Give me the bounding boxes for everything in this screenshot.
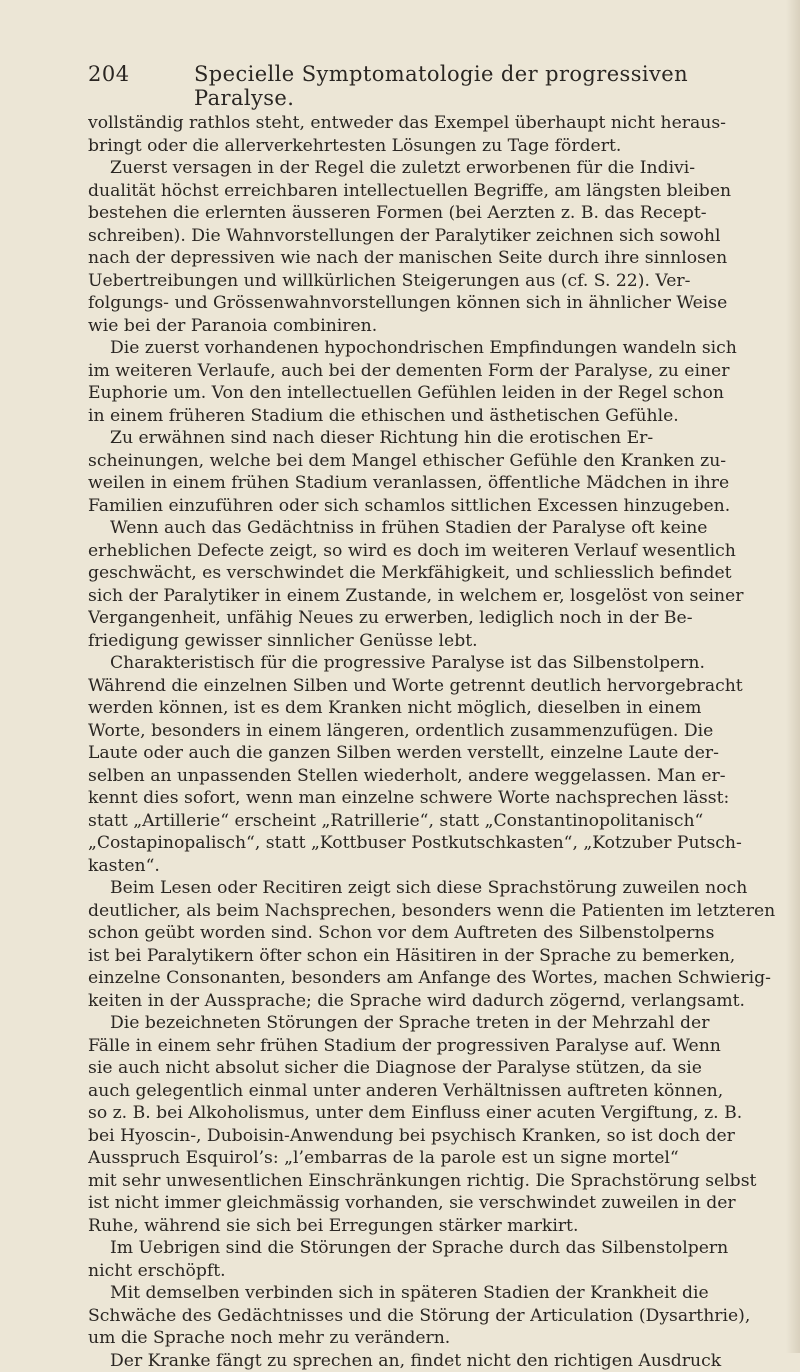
text-line: wie bei der Paranoia combiniren. <box>88 315 788 338</box>
text-line: sie auch nicht absolut sicher die Diagnose der Paralyse stützen, da sie <box>88 1057 788 1080</box>
text-line: keiten in der Aussprache; die Sprache wird dadurch zögernd, verlangsamt. <box>88 990 788 1013</box>
text-line: schreiben). Die Wahnvorstellungen der Paralytiker zeichnen sich sowohl <box>88 225 788 248</box>
text-line: Die zuerst vorhandenen hypochondrischen Empfindungen wandeln sich <box>88 337 788 360</box>
text-line: Charakteristisch für die progressive Paralyse ist das Silbenstolpern. <box>88 652 788 675</box>
text-line: kennt dies sofort, wenn man einzelne schwere Worte nachsprechen lässt: <box>88 787 788 810</box>
text-line: Uebertreibungen und willkürlichen Steigerungen aus (cf. S. 22). Ver- <box>88 270 788 293</box>
text-line: Ausspruch Esquirol’s: „l’embarras de la parole est un signe mortel“ <box>88 1147 788 1170</box>
text-line: sich der Paralytiker in einem Zustande, in welchem er, losgelöst von seiner <box>88 585 788 608</box>
text-line: folgungs- und Grössenwahnvorstellungen können sich in ähnlicher Weise <box>88 292 788 315</box>
text-line: Mit demselben verbinden sich in späteren Stadien der Krankheit die <box>88 1282 788 1305</box>
text-line: ist nicht immer gleichmässig vorhanden, sie verschwindet zuweilen in der <box>88 1192 788 1215</box>
page-edge-shadow <box>786 0 800 1353</box>
text-line: weilen in einem frühen Stadium veranlassen, öffentliche Mädchen in ihre <box>88 472 788 495</box>
text-line: Während die einzelnen Silben und Worte getrennt deutlich hervorgebracht <box>88 675 788 698</box>
text-line: Schwäche des Gedächtnisses und die Störung der Articulation (Dysarthrie), <box>88 1305 788 1328</box>
text-line: Laute oder auch die ganzen Silben werden verstellt, einzelne Laute der- <box>88 742 788 765</box>
body-text <box>88 112 788 1372</box>
text-line: nach der depressiven wie nach der manischen Seite durch ihre sinnlosen <box>88 247 788 270</box>
text-line: geschwächt, es verschwindet die Merkfähigkeit, und schliesslich befindet <box>88 562 788 585</box>
running-title: Specielle Symptomatologie der progressiven Paralyse. <box>194 62 788 110</box>
text-line: Zuerst versagen in der Regel die zuletzt erworbenen für die Indivi- <box>88 157 788 180</box>
text-line: auch gelegentlich einmal unter anderen Verhältnissen auftreten können, <box>88 1080 788 1103</box>
text-line: Zu erwähnen sind nach dieser Richtung hin die erotischen Er- <box>88 427 788 450</box>
page-header <box>88 62 788 92</box>
text-line: scheinungen, welche bei dem Mangel ethischer Gefühle den Kranken zu- <box>88 450 788 473</box>
text-line: nicht erschöpft. <box>88 1260 788 1283</box>
text-line: werden können, ist es dem Kranken nicht möglich, dieselben in einem <box>88 697 788 720</box>
text-line: vollständig rathlos steht, entweder das Exempel überhaupt nicht heraus- <box>88 112 788 135</box>
text-line: bestehen die erlernten äusseren Formen (bei Aerzten z. B. das Recept- <box>88 202 788 225</box>
text-line: Im Uebrigen sind die Störungen der Sprache durch das Silbenstolpern <box>88 1237 788 1260</box>
text-line: Wenn auch das Gedächtniss in frühen Stadien der Paralyse oft keine <box>88 517 788 540</box>
text-line: bringt oder die allerverkehrtesten Lösungen zu Tage fördert. <box>88 135 788 158</box>
text-line: einzelne Consonanten, besonders am Anfange des Wortes, machen Schwierig- <box>88 967 788 990</box>
text-line: bei Hyoscin-, Duboisin-Anwendung bei psychisch Kranken, so ist doch der <box>88 1125 788 1148</box>
text-line: Beim Lesen oder Recitiren zeigt sich diese Sprachstörung zuweilen noch <box>88 877 788 900</box>
text-line: im weiteren Verlaufe, auch bei der dementen Form der Paralyse, zu einer <box>88 360 788 383</box>
text-line: selben an unpassenden Stellen wiederholt, andere weggelassen. Man er- <box>88 765 788 788</box>
text-line: deutlicher, als beim Nachsprechen, besonders wenn die Patienten im letzteren <box>88 900 788 923</box>
text-line: dualität höchst erreichbaren intellectuellen Begriffe, am längsten bleiben <box>88 180 788 203</box>
text-line: Worte, besonders in einem längeren, ordentlich zusammenzufügen. Die <box>88 720 788 743</box>
text-line: Euphorie um. Von den intellectuellen Gefühlen leiden in der Regel schon <box>88 382 788 405</box>
text-line: schon geübt worden sind. Schon vor dem Auftreten des Silbenstolperns <box>88 922 788 945</box>
text-line: um die Sprache noch mehr zu verändern. <box>88 1327 788 1350</box>
text-line: kasten“. <box>88 855 788 878</box>
text-line: mit sehr unwesentlichen Einschränkungen richtig. Die Sprachstörung selbst <box>88 1170 788 1193</box>
text-line: Ruhe, während sie sich bei Erregungen stärker markirt. <box>88 1215 788 1238</box>
text-line: ist bei Paralytikern öfter schon ein Häsitiren in der Sprache zu bemerken, <box>88 945 788 968</box>
text-line: in einem früheren Stadium die ethischen und ästhetischen Gefühle. <box>88 405 788 428</box>
text-line: „Costapinopalisch“, statt „Kottbuser Postkutschkasten“, „Kotzuber Putsch- <box>88 832 788 855</box>
text-line: Vergangenheit, unfähig Neues zu erwerben, lediglich noch in der Be- <box>88 607 788 630</box>
text-line: statt „Artillerie“ erscheint „Ratrillerie“, statt „Constantinopolitanisch“ <box>88 810 788 833</box>
text-line: erheblichen Defecte zeigt, so wird es doch im weiteren Verlauf wesentlich <box>88 540 788 563</box>
text-line: friedigung gewisser sinnlicher Genüsse lebt. <box>88 630 788 653</box>
text-line: Fälle in einem sehr frühen Stadium der progressiven Paralyse auf. Wenn <box>88 1035 788 1058</box>
text-line: Der Kranke fängt zu sprechen an, findet nicht den richtigen Ausdruck <box>88 1350 788 1372</box>
page-number: 204 <box>88 62 130 86</box>
text-line: Die bezeichneten Störungen der Sprache treten in der Mehrzahl der <box>88 1012 788 1035</box>
text-line: so z. B. bei Alkoholismus, unter dem Einfluss einer acuten Vergiftung, z. B. <box>88 1102 788 1125</box>
text-line: Familien einzuführen oder sich schamlos sittlichen Excessen hinzugeben. <box>88 495 788 518</box>
